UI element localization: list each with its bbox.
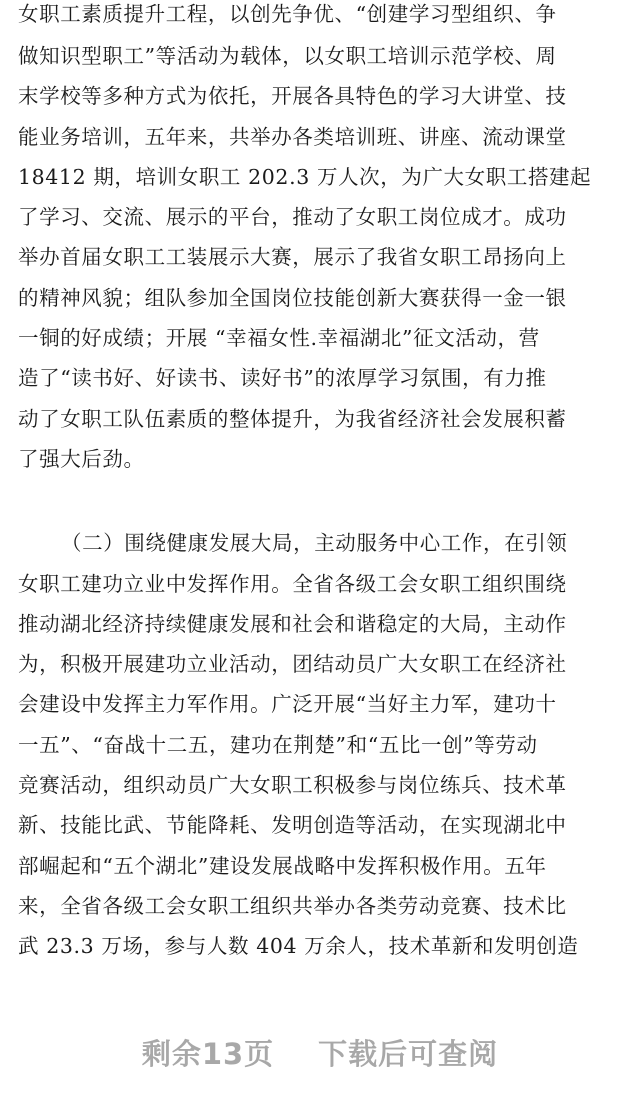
download-hint-text: 下载后可查阅 bbox=[318, 1037, 499, 1071]
text-line: 造了“读书好、好读书、读好书”的浓厚学习氛围，有力推 bbox=[18, 366, 547, 391]
text-line: 来，全省各级工会女职工组织共举办各类劳动竞赛、技术比 bbox=[18, 893, 567, 918]
text-line: 末学校等多种方式为依托，开展各具特色的学习大讲堂、技 bbox=[18, 84, 567, 109]
text-line: 会建设中发挥主力军作用。广泛开展“当好主力军，建功十 bbox=[18, 692, 557, 717]
text-line: 了强大后劲。 bbox=[18, 446, 145, 471]
text-line: （二）围绕健康发展大局，主动服务中心工作，在引领 bbox=[61, 531, 568, 556]
text-line: 竞赛活动，组织动员广大女职工积极参与岗位练兵、技术革 bbox=[18, 773, 567, 798]
document-body bbox=[18, 0, 624, 967]
text-line: 女职工素质提升工程，以创先争优、“创建学习型组织、争 bbox=[18, 2, 557, 26]
download-prompt[interactable] bbox=[0, 1032, 640, 1073]
text-line: 能业务培训，五年来，共举办各类培训班、讲座、流动课堂 bbox=[18, 124, 567, 149]
text-line: 一五”、“奋战十二五，建功在荆楚”和“五比一创”等劳动 bbox=[18, 732, 538, 757]
text-line: 新、技能比武、节能降耗、发明创造等活动，在实现湖北中 bbox=[18, 813, 567, 838]
text-line: 做知识型职工”等活动为载体，以女职工培训示范学校、周 bbox=[18, 44, 557, 68]
text-line: 推动湖北经济持续健康发展和社会和谐稳定的大局，主动作 bbox=[18, 611, 567, 636]
text-line: 18412 期，培训女职工 202.3 万人次，为广大女职工搭建起 bbox=[18, 164, 592, 189]
paragraph-1 bbox=[18, 0, 624, 479]
text-line: 举办首届女职工工装展示大赛，展示了我省女职工昂扬向上 bbox=[18, 245, 567, 270]
text-line: 为，积极开展建功立业活动，团结动员广大女职工在经济社 bbox=[18, 652, 567, 677]
text-line: 的精神风貌；组队参加全国岗位技能创新大赛获得一金一银 bbox=[18, 285, 567, 310]
text-line: 女职工建功立业中发挥作用。全省各级工会女职工组织围绕 bbox=[18, 571, 567, 596]
text-line: 一铜的好成绩；开展 “幸福女性.幸福湖北”征文活动，营 bbox=[18, 326, 540, 351]
text-line: 了学习、交流、展示的平台，推动了女职工岗位成才。成功 bbox=[18, 205, 567, 230]
text-line: 武 23.3 万场，参与人数 404 万余人，技术革新和发明创造 bbox=[18, 934, 579, 959]
paragraph-2 bbox=[18, 523, 624, 966]
text-line: 部崛起和“五个湖北”建设发展战略中发挥积极作用。五年 bbox=[18, 853, 547, 878]
remaining-pages-text: 剩余13页 bbox=[141, 1037, 275, 1071]
text-line: 动了女职工队伍素质的整体提升，为我省经济社会发展积蓄 bbox=[18, 406, 567, 431]
